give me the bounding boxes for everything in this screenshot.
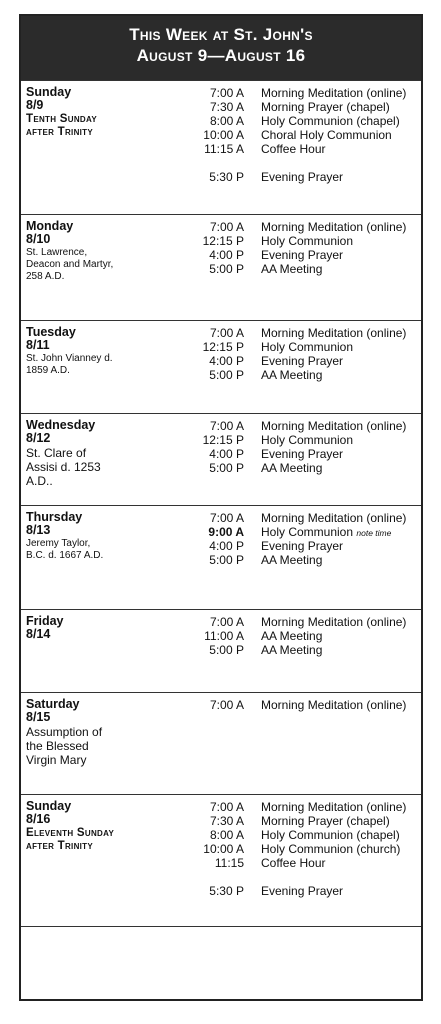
event-time: 8:00 A <box>209 828 244 842</box>
event-row <box>21 447 421 461</box>
event-row <box>21 511 421 525</box>
event-row <box>21 842 421 856</box>
event-time: 7:00 A <box>209 511 244 525</box>
day-note: St. John Vianney d. 1859 A.D. <box>26 353 113 376</box>
event-row <box>21 433 421 447</box>
event-time: 12:15 P <box>202 433 244 447</box>
event-time: 9:00 A <box>208 525 244 539</box>
day-name: Saturday <box>26 697 80 711</box>
event-time: 11:15 A <box>204 142 244 156</box>
event-row <box>21 142 421 156</box>
event-time: 10:00 A <box>203 128 244 142</box>
day-note: Jeremy Taylor, B.C. d. 1667 A.D. <box>26 538 104 561</box>
day-sunday-8-16 <box>21 794 421 926</box>
event-row <box>21 234 421 248</box>
event-time: 7:30 A <box>209 814 244 828</box>
event-title: Evening Prayer <box>261 170 344 184</box>
event-title: Morning Meditation (online) <box>261 86 407 100</box>
event-row <box>21 326 421 340</box>
event-time: 12:15 P <box>202 234 244 248</box>
event-time: 12:15 P <box>202 340 244 354</box>
event-title: Holy Communion (chapel) <box>261 114 400 128</box>
event-row <box>21 114 421 128</box>
day-date: 8/10 <box>26 232 51 246</box>
event-title: Morning Meditation (online) <box>261 615 407 629</box>
event-row <box>21 856 421 870</box>
event-time: 4:00 P <box>209 248 244 262</box>
event-row <box>21 698 421 712</box>
event-row <box>21 884 421 898</box>
event-row <box>21 800 421 814</box>
event-title: Morning Meditation (online) <box>261 220 407 234</box>
event-title: Evening Prayer <box>261 539 344 553</box>
event-title-with-note <box>261 525 391 540</box>
event-title: Evening Prayer <box>261 354 344 368</box>
day-name: Tuesday <box>26 325 76 339</box>
event-title: Evening Prayer <box>261 447 344 461</box>
event-time: 10:00 A <box>203 842 244 856</box>
day-note: Eleventh Sunday after Trinity <box>26 827 115 852</box>
event-row <box>21 643 421 657</box>
event-time: 11:00 A <box>204 629 244 643</box>
event-row <box>21 525 421 539</box>
event-title: Holy Communion (church) <box>261 842 401 856</box>
event-time: 4:00 P <box>209 539 244 553</box>
day-name: Monday <box>26 219 74 233</box>
header-date-range: August 9—August 16 <box>136 46 306 65</box>
event-title: Coffee Hour <box>261 142 326 156</box>
day-friday-8-14 <box>21 609 421 692</box>
event-row <box>21 100 421 114</box>
day-name: Sunday <box>26 799 72 813</box>
event-title: AA Meeting <box>261 461 323 475</box>
event-title: Morning Meditation (online) <box>261 326 407 340</box>
event-row <box>21 814 421 828</box>
event-time: 5:00 P <box>209 553 244 567</box>
event-title: Holy Communion <box>261 234 354 248</box>
day-note: Assumption of the Blessed Virgin Mary <box>26 725 103 767</box>
day-sunday-8-9 <box>21 80 421 214</box>
event-title: Holy Communion <box>261 525 354 539</box>
schedule-frame <box>19 14 423 1001</box>
day-wednesday-8-12 <box>21 413 421 505</box>
day-name: Thursday <box>26 510 83 524</box>
event-title: Evening Prayer <box>261 884 344 898</box>
schedule-header <box>21 16 421 80</box>
day-name: Friday <box>26 614 64 628</box>
event-row <box>21 220 421 234</box>
event-title: AA Meeting <box>261 368 323 382</box>
event-title: AA Meeting <box>261 262 323 276</box>
event-time: 5:30 P <box>209 170 244 184</box>
header-title: This Week at St. John's <box>129 25 313 44</box>
event-time: 5:00 P <box>209 368 244 382</box>
event-row <box>21 553 421 567</box>
event-row <box>21 248 421 262</box>
event-title: Morning Meditation (online) <box>261 698 407 712</box>
event-time: 4:00 P <box>209 447 244 461</box>
event-row <box>21 461 421 475</box>
event-title: Choral Holy Communion <box>261 128 392 142</box>
day-note: Tenth Sunday after Trinity <box>26 113 97 138</box>
day-date: 8/16 <box>26 812 51 826</box>
event-note: note time <box>356 528 392 538</box>
event-title: AA Meeting <box>261 643 323 657</box>
day-monday-8-10 <box>21 214 421 320</box>
event-time: 7:30 A <box>209 100 244 114</box>
event-row <box>21 340 421 354</box>
event-title: Evening Prayer <box>261 248 344 262</box>
day-note: St. Lawrence, Deacon and Martyr, 258 A.D. <box>26 247 114 282</box>
event-row <box>21 170 421 184</box>
empty-section <box>21 926 421 1001</box>
event-time: 5:00 P <box>209 643 244 657</box>
day-date: 8/13 <box>26 523 51 537</box>
event-row <box>21 86 421 100</box>
event-row <box>21 539 421 553</box>
event-row <box>21 368 421 382</box>
day-saturday-8-15 <box>21 692 421 794</box>
event-time: 11:15 <box>214 856 244 870</box>
event-time: 4:00 P <box>209 354 244 368</box>
event-title: Holy Communion <box>261 433 354 447</box>
day-name: Sunday <box>26 85 72 99</box>
event-time: 5:00 P <box>209 461 244 475</box>
day-name: Wednesday <box>26 418 96 432</box>
event-title: Holy Communion <box>261 340 354 354</box>
day-thursday-8-13 <box>21 505 421 609</box>
event-time: 5:00 P <box>209 262 244 276</box>
day-note: St. Clare of Assisi d. 1253 A.D.. <box>26 446 101 488</box>
event-row <box>21 128 421 142</box>
event-time: 7:00 A <box>209 698 244 712</box>
event-time: 7:00 A <box>209 615 244 629</box>
day-tuesday-8-11 <box>21 320 421 413</box>
event-row <box>21 262 421 276</box>
event-time: 7:00 A <box>209 800 244 814</box>
event-title: Holy Communion (chapel) <box>261 828 400 842</box>
event-title: AA Meeting <box>261 629 323 643</box>
event-title: Coffee Hour <box>261 856 326 870</box>
event-title: Morning Meditation (online) <box>261 419 407 433</box>
event-title: Morning Prayer (chapel) <box>261 100 390 114</box>
day-date: 8/14 <box>26 627 51 641</box>
event-time: 5:30 P <box>209 884 244 898</box>
event-time: 8:00 A <box>209 114 244 128</box>
event-title: Morning Prayer (chapel) <box>261 814 390 828</box>
event-time: 7:00 A <box>209 86 244 100</box>
event-row <box>21 419 421 433</box>
event-title: Morning Meditation (online) <box>261 511 407 525</box>
event-row <box>21 615 421 629</box>
event-time: 7:00 A <box>209 326 244 340</box>
day-date: 8/15 <box>26 710 51 724</box>
event-row <box>21 354 421 368</box>
day-date: 8/9 <box>26 98 44 112</box>
event-time: 7:00 A <box>209 220 244 234</box>
event-title: Morning Meditation (online) <box>261 800 407 814</box>
event-time: 7:00 A <box>209 419 244 433</box>
event-title: AA Meeting <box>261 553 323 567</box>
event-row <box>21 828 421 842</box>
day-date: 8/11 <box>26 338 50 352</box>
event-row <box>21 629 421 643</box>
day-date: 8/12 <box>26 431 51 445</box>
